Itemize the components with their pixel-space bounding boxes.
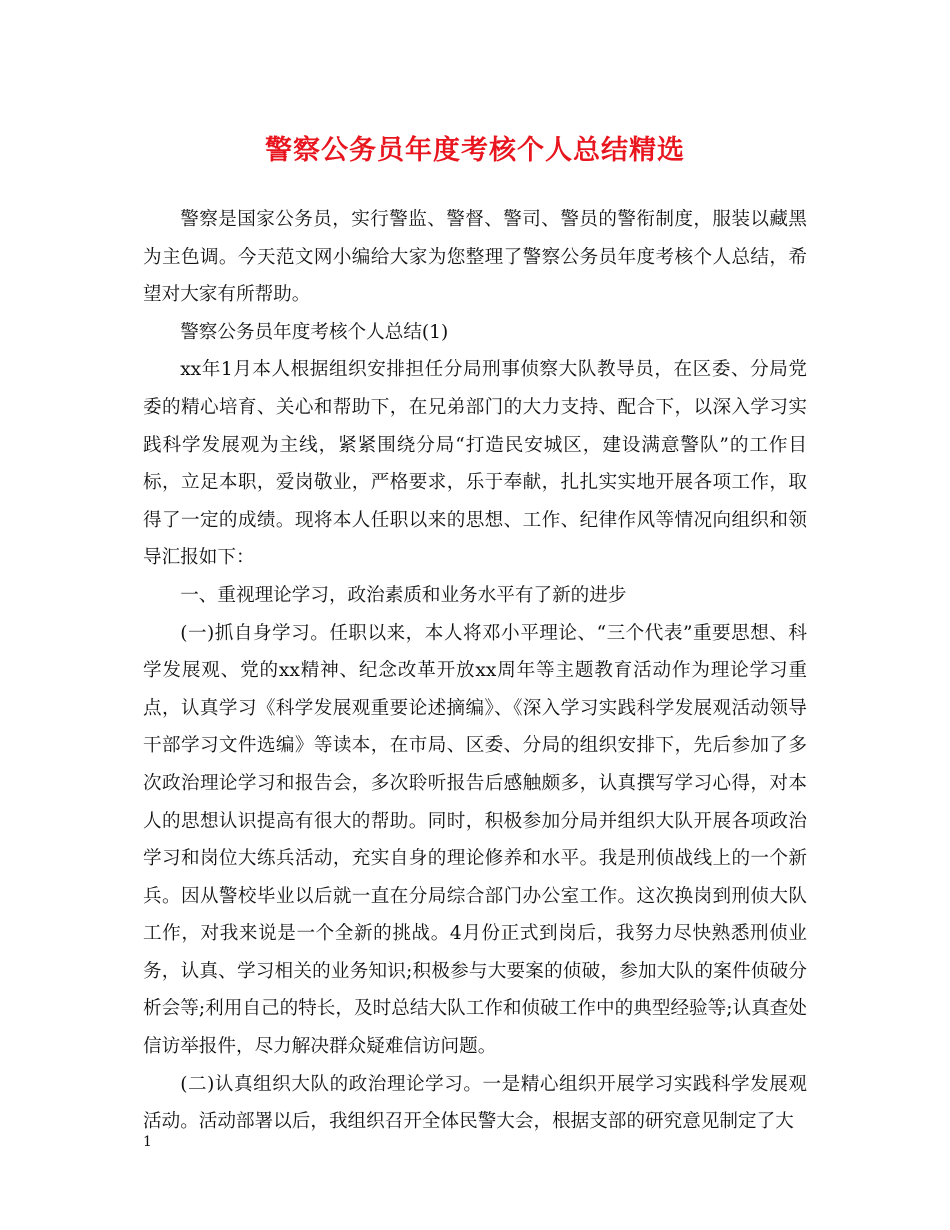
document-title: 警察公务员年度考核个人总结精选 bbox=[265, 135, 685, 166]
paragraph-self-study: (一)抓自身学习。任职以来，本人将邓小平理论、“三个代表”重要思想、科学发展观、党的xx精神、纪念改革开放xx周年等主题教育活动作为理论学习重点，认真学习《科学发展观重要论述摘编》、《深入学习实践科学发展观活动领导干部学习文件选编》等读本，在市局、区委、分局的组织安排下，先后参加了多次政治理论学习和报告会，多次聆听报告后感触颇多，认真撰写学习心得，对本人的思想认识提高有很大的帮助。同时，积极参加分局并组织大队开展各项政治学习和岗位大练兵活动，充实自身的理论修养和水平。我是刑侦战线上的一个新兵。因从警校毕业以后就一直在分局综合部门办公室工作。这次换岗到刑侦大队工作，对我来说是一个全新的挑战。4月份正式到岗后，我努力尽快熟悉刑侦业务，认真、学习相关的业务知识;积极参与大要案的侦破，参加大队的案件侦破分析会等;利用自己的特长，及时总结大队工作和侦破工作中的典型经验等;认真查处信访举报件，尽力解决群众疑难信访问题。 bbox=[143, 622, 807, 1058]
paragraph-section-heading: 警察公务员年度考核个人总结(1) bbox=[180, 321, 449, 343]
paragraph-part-one-heading: 一、重视理论学习，政治素质和业务水平有了新的进步 bbox=[180, 584, 627, 606]
page-number: 1 bbox=[143, 1134, 152, 1150]
document-body bbox=[143, 201, 807, 1141]
paragraph-team-study: (二)认真组织大队的政治理论学习。一是精心组织开展学习实践科学发展观活动。活动部署以后，我组织召开全体民警大会，根据支部的研究意见制定了大 bbox=[143, 1073, 807, 1133]
paragraph-overview: xx年1月本人根据组织安排担任分局刑事侦察大队教导员，在区委、分局党委的精心培育、关心和帮助下，在兄弟部门的大力支持、配合下，以深入学习实践科学发展观为主线，紧紧围绕分局“打造民安城区，建设满意警队”的工作目标，立足本职，爱岗敬业，严格要求，乐于奉献，扎扎实实地开展各项工作，取得了一定的成绩。现将本人任职以来的思想、工作、纪律作风等情况向组织和领导汇报如下： bbox=[143, 359, 807, 569]
paragraph-intro: 警察是国家公务员，实行警监、警督、警司、警员的警衔制度，服装以藏黑为主色调。今天范文网小编给大家为您整理了警察公务员年度考核个人总结，希望对大家有所帮助。 bbox=[143, 209, 807, 306]
